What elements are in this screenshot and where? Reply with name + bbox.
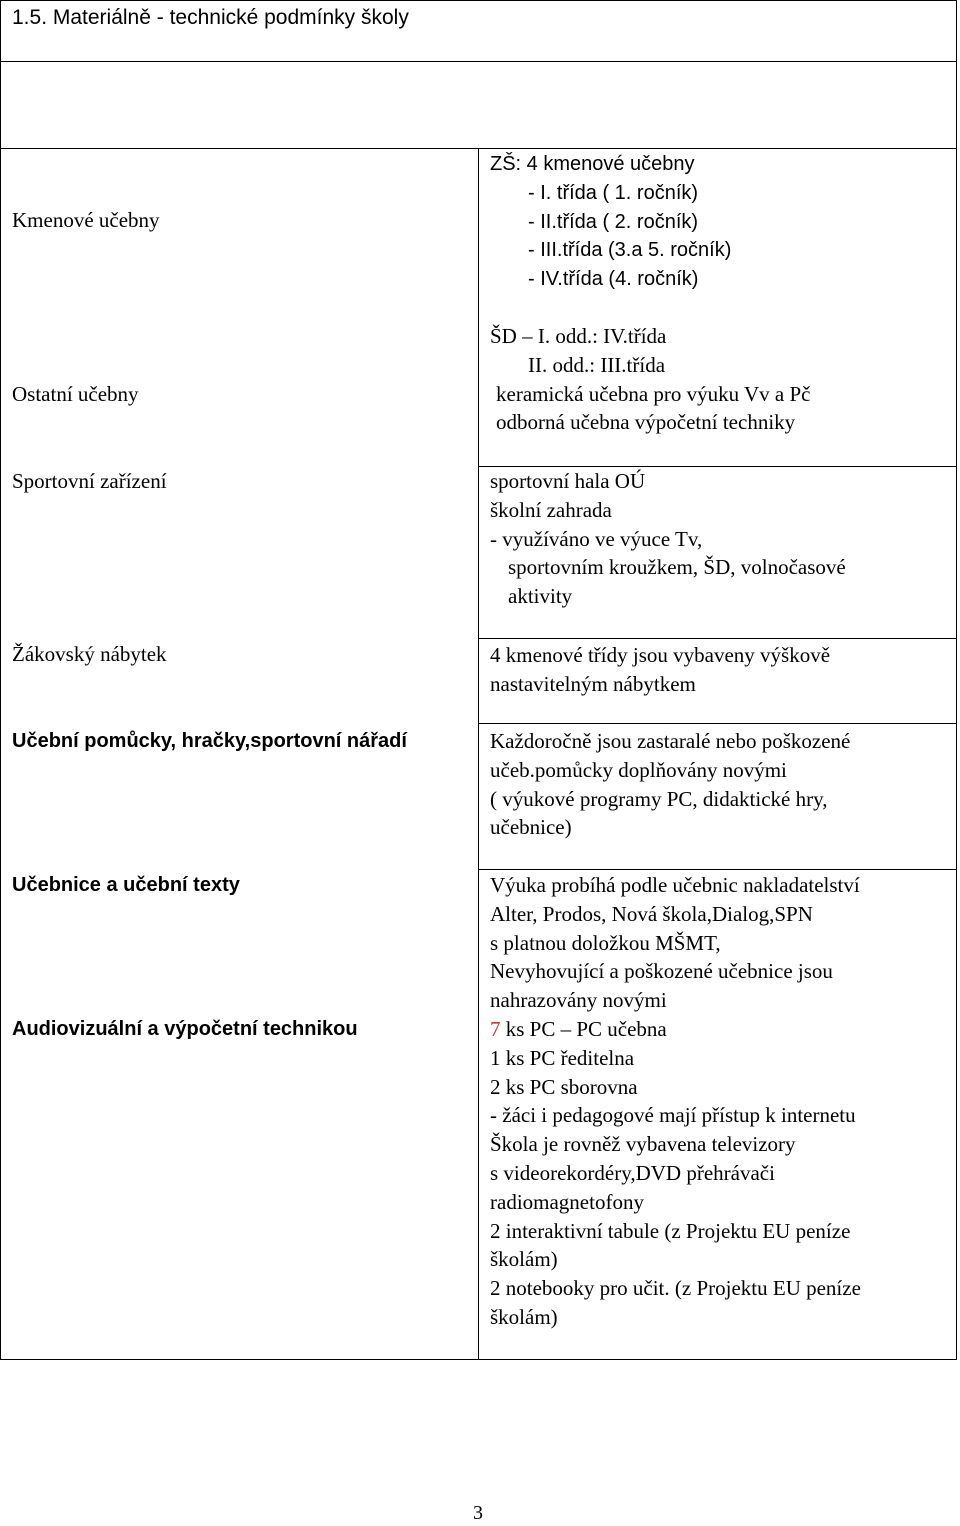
text-line: sportovním kroužkem, ŠD, volnočasové — [508, 555, 846, 580]
text-line: nastavitelným nábytkem — [490, 671, 696, 696]
value-ostatni-ucebny — [490, 322, 811, 437]
text-line: sportovní hala OÚ — [490, 469, 646, 493]
text-line: - využíváno ve výuce Tv, — [490, 526, 703, 551]
text-line: učeb.pomůcky doplňovány novými — [490, 757, 787, 782]
text-line: školám) — [490, 1304, 558, 1329]
text-line: s videorekordéry,DVD přehrávači — [490, 1160, 775, 1185]
value-zakovsky-nabytek — [490, 641, 830, 699]
row-divider-3 — [478, 723, 957, 724]
text-line: aktivity — [508, 584, 573, 609]
page-number: 3 — [473, 1502, 483, 1524]
text-line: 2 interaktivní tabule (z Projektu EU peníze — [490, 1218, 851, 1243]
text-line: - žáci i pedagogové mají přístup k internetu — [490, 1103, 856, 1128]
pc-count-highlight: 7 — [490, 1017, 501, 1041]
list-item: - II.třída ( 2. ročník) — [528, 210, 699, 233]
text-line: školní zahrada — [490, 497, 612, 522]
text-line: učebnice) — [490, 815, 572, 840]
label-ucebnice: Učebnice a učební texty — [12, 874, 240, 896]
value-ucebni-pomucky — [490, 727, 850, 842]
list-item: - III.třída (3.a 5. ročník) — [528, 239, 732, 262]
label-sportovni-zarizeni: Sportovní zařízení — [12, 469, 167, 493]
text-line: Nevyhovující a poškozené učebnice jsou — [490, 959, 833, 984]
column-divider — [478, 148, 479, 1360]
text-line: II. odd.: III.třída — [528, 352, 666, 377]
text-line: 2 notebooky pro učit. (z Projektu EU peníze — [490, 1276, 861, 1301]
text-line: Alter, Prodos, Nová škola,Dialog,SPN — [490, 901, 813, 926]
label-kmenove-ucebny: Kmenové učebny — [12, 208, 160, 232]
value-sportovni-zarizeni — [490, 467, 846, 611]
section-title: 1.5. Materiálně - technické podmínky školy — [12, 6, 409, 29]
text-line: školám) — [490, 1247, 558, 1272]
label-ucebni-pomucky: Učební pomůcky, hračky,sportovní nářadí — [12, 730, 407, 752]
label-ostatni-ucebny: Ostatní učebny — [12, 382, 139, 406]
list-item: - IV.třída (4. ročník) — [528, 268, 699, 291]
label-audiovizualni: Audiovizuální a výpočetní technikou — [12, 1018, 358, 1040]
row-divider-2 — [478, 638, 957, 639]
text-fragment: ks PC – PC učebna — [500, 1017, 667, 1041]
text-line: ZŠ: 4 kmenové učebny — [490, 153, 695, 175]
text-line: odborná učebna výpočetní techniky — [496, 410, 796, 435]
text-line: ( výukové programy PC, didaktické hry, — [490, 786, 828, 811]
title-row-divider — [0, 61, 957, 62]
text-line: Výuka probíhá podle učebnic nakladatelství — [490, 873, 860, 897]
text-line: radiomagnetofony — [490, 1189, 644, 1214]
text-line: 2 ks PC sborovna — [490, 1074, 638, 1099]
label-zakovsky-nabytek: Žákovský nábytek — [12, 642, 167, 666]
value-audiovizualni — [490, 1015, 861, 1332]
value-ucebnice — [490, 871, 860, 1015]
text-line — [490, 1015, 861, 1044]
row-divider-4 — [478, 869, 957, 870]
text-line: ŠD – I. odd.: IV.třída — [490, 324, 667, 348]
text-line: 1 ks PC ředitelna — [490, 1045, 635, 1070]
text-line: Každoročně jsou zastaralé nebo poškozené — [490, 729, 851, 753]
list-item: - I. třída ( 1. ročník) — [528, 181, 699, 204]
text-line: nahrazovány novými — [490, 988, 667, 1013]
value-kmenove-ucebny — [490, 150, 731, 294]
text-line: keramická učebna pro výuku Vv a Pč — [496, 381, 811, 406]
text-line: 4 kmenové třídy jsou vybaveny výškově — [490, 643, 831, 667]
text-line: Škola je rovněž vybavena televizory — [490, 1132, 796, 1157]
text-line: s platnou doložkou MŠMT, — [490, 930, 721, 955]
